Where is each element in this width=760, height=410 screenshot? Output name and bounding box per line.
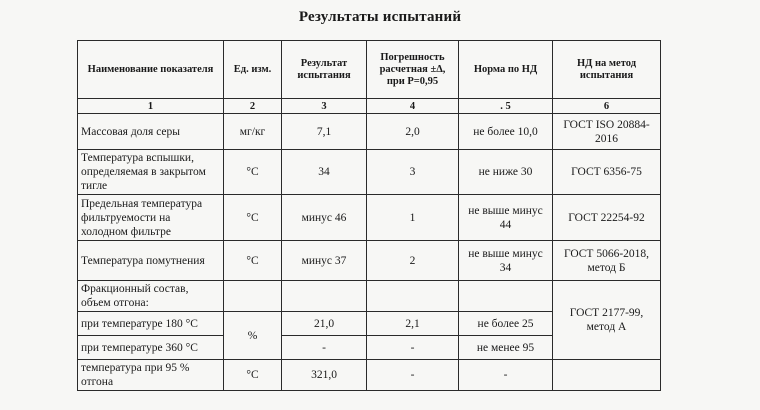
row-norm: не более 10,0 [459, 114, 553, 150]
column-number: 1 [78, 99, 224, 114]
row-error: 3 [367, 150, 459, 195]
row-method: ГОСТ 22254-92 [553, 195, 661, 241]
row-error: 2,1 [367, 312, 459, 336]
row-error: - [367, 336, 459, 360]
row-norm: не выше минус 34 [459, 241, 553, 281]
row-result: 321,0 [282, 360, 367, 391]
row-result: 34 [282, 150, 367, 195]
fraction-heading: Фракционный состав, объем отгона: [78, 281, 224, 312]
document-title: Результаты испытаний [298, 9, 462, 25]
row-result: минус 46 [282, 195, 367, 241]
table-row [78, 241, 661, 281]
table-row [78, 281, 661, 312]
row-error: 2 [367, 241, 459, 281]
row-unit: мг/кг [224, 114, 282, 150]
row-name: температура при 95 % отгона [78, 360, 224, 391]
row-unit: % [224, 312, 282, 360]
empty-cell [367, 281, 459, 312]
row-result: 21,0 [282, 312, 367, 336]
row-unit: °C [224, 150, 282, 195]
empty-cell [459, 281, 553, 312]
column-number: 6 [553, 99, 661, 114]
empty-cell [553, 360, 661, 391]
row-unit: °C [224, 241, 282, 281]
row-name: Массовая доля серы [78, 114, 224, 150]
empty-cell [224, 281, 282, 312]
column-number-row [78, 99, 661, 114]
header-name: Наименование показателя [78, 41, 224, 99]
header-method: НД на метод испытания [553, 41, 661, 99]
header-unit: Ед. изм. [224, 41, 282, 99]
row-error: 1 [367, 195, 459, 241]
row-name: Температура вспышки, определяемая в закрытом тигле [78, 150, 224, 195]
row-norm: не более 25 [459, 312, 553, 336]
column-number: . 5 [459, 99, 553, 114]
row-error: - [367, 360, 459, 391]
column-number: 3 [282, 99, 367, 114]
column-number: 2 [224, 99, 282, 114]
row-name: при температуре 360 °C [78, 336, 224, 360]
row-method: ГОСТ 6356-75 [553, 150, 661, 195]
fraction-method: ГОСТ 2177-99, метод А [553, 281, 661, 360]
row-result: - [282, 336, 367, 360]
row-norm: - [459, 360, 553, 391]
header-norm: Норма по НД [459, 41, 553, 99]
header-row [78, 41, 661, 99]
row-unit: °C [224, 360, 282, 391]
row-method: ГОСТ ISO 20884-2016 [553, 114, 661, 150]
row-name: Предельная температура фильтруемости на холодном фильтре [78, 195, 224, 241]
header-result: Результат испытания [282, 41, 367, 99]
row-name: при температуре 180 °C [78, 312, 224, 336]
row-error: 2,0 [367, 114, 459, 150]
row-name: Температура помутнения [78, 241, 224, 281]
table-row [78, 150, 661, 195]
row-method: ГОСТ 5066-2018, метод Б [553, 241, 661, 281]
empty-cell [282, 281, 367, 312]
column-number: 4 [367, 99, 459, 114]
header-error: Погрешность расчетная ±Δ, при Р=0,95 [367, 41, 459, 99]
row-result: минус 37 [282, 241, 367, 281]
table-row [78, 195, 661, 241]
row-norm: не менее 95 [459, 336, 553, 360]
row-norm: не ниже 30 [459, 150, 553, 195]
table-row [78, 360, 661, 391]
results-table [77, 40, 661, 391]
row-norm: не выше минус 44 [459, 195, 553, 241]
row-result: 7,1 [282, 114, 367, 150]
table-row [78, 114, 661, 150]
row-unit: °C [224, 195, 282, 241]
